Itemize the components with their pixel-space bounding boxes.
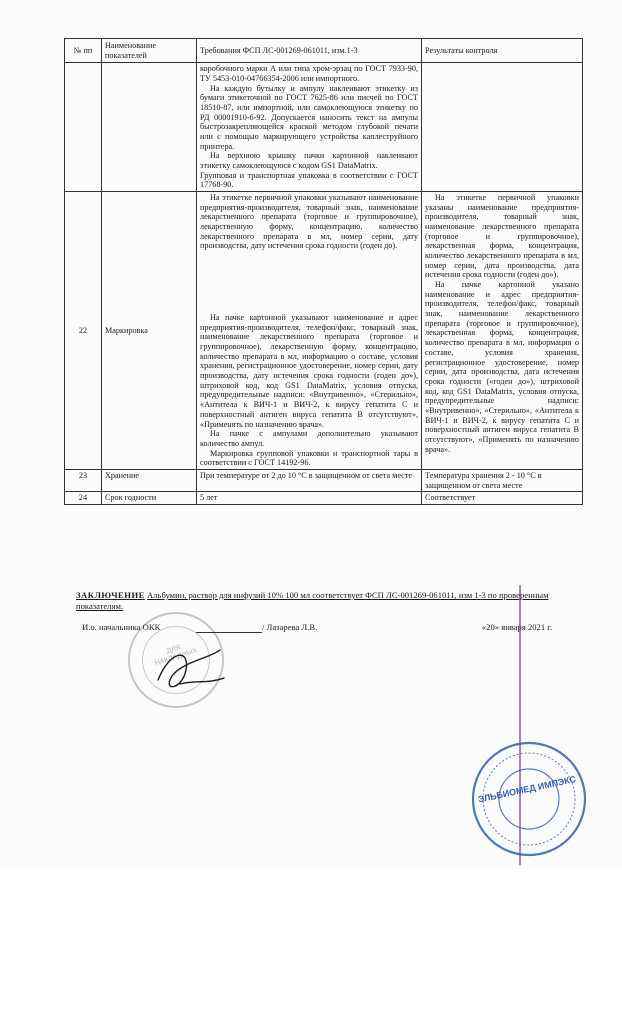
- header-number: № пп: [65, 39, 102, 63]
- conclusion-label: ЗАКЛЮЧЕНИЕ: [76, 590, 145, 600]
- row-indicator: Хранение: [102, 469, 197, 491]
- signature-date: «20» января 2021 г.: [481, 622, 552, 632]
- signer-name: / Лазарева Л.В.: [262, 622, 318, 632]
- table-row-23: [65, 469, 583, 491]
- continuation-requirements: коробочного марки А или типа хром-эрзац по ГОСТ 7933-90, ТУ 5453-010-04766354-2006 или импортного. На каждую бутылку и ампулу наклеивают этикетку из бумаги этикеточной по ГОСТ 7625-86 или писчей по ГОСТ 18510-87, или импортной, или самоклеющуюся этикетку по РД 00001910-6-92. Допускается наносить текст на ампулы быстрозакрепляющейся краской методом глубокой печати или с помощью маркирующего устройства каплеструйного принтера. На верхнюю крышку пачки картонной наклеивают этикетку самоклеющуюся с кодом GS1 DataMatrix. Групповая и транспортная упаковка в соответствии с ГОСТ 17768-90.: [197, 63, 422, 192]
- signer-position: И.о. начальника ОКК: [82, 622, 161, 632]
- row-results: На этикетке первичной упаковки указаны наименование предприятия-производителя, товарный знак, наименование лекарственного препарата (торговое и группировочное), лекарственная форма, концентрация, количество лекарственного препарата в мл, номер серии, дата производства, дата истечения срока годности (годен до»). На пачке картонной указано наименование и адрес предприятия-производителя, телефон/факс, товарный знак, наименование лекарственного препарата (торговое и группировочное), лекарственная форма, концентрация, количество препарата в мл, информация о составе, условия хранения, регистрационное удостоверение, номер серии, дата производства, дата истечения срока годности («годен до»), штриховой код, код GS1 DataMatrix, условия отпуска, предупредительные надписи: «Внутривенно», «Стерильно», «Антитела к ВИЧ-1 и ВИЧ-2, к вирусу гепатита С и поверхностный антиген вируса гепатита В отсутствуют», «Применять по назначению врача».: [422, 192, 583, 470]
- table-row-24: [65, 492, 583, 505]
- round-stamp-text: ДЛЯ НАКЛАДНЫХ: [154, 644, 199, 668]
- row-results: Температура хранения 2 - 10 °С в защищенном от света месте: [422, 469, 583, 491]
- header-results: Результаты контроля: [422, 39, 583, 63]
- conclusion: [76, 590, 556, 612]
- row-requirements: На этикетке первичной упаковки указывают наименование предприятия-производителя, товарный знак, наименование лекарственного препарата (торговое и группировочное), лекарственную форму, концентрацию, количество лекарственного препарата в мл, номер серии, дату производства, дату истечения срока годности (годен до). На пачке картонной указывают наименование и адрес предприятия-производителя, телефон/факс, товарный знак, наименование лекарственного препарата (торговое и группировочное), лекарственную форму, концентрацию, количество препарата в мл, информацию о составе, условия хранения, регистрационное удостоверение, номер серии, дату производства, дату истечения срока годности (годен до»), штриховой код, код GS1 DataMatrix, условия отпуска, предупредительные надписи: «Внутривенно», «Стерильно», «Антитела к ВИЧ-1 и ВИЧ-2, к вирусу гепатита С и поверхностный антиген вируса гепатита В отсутствуют», «Применять по назначению врача». На пачке с ампулами дополнительно указывают количество ампул. Маркировка групповой упаковки и транспортной тары в соответствии с ГОСТ 14192-96.: [197, 192, 422, 470]
- table-row-22: [65, 192, 583, 470]
- signature-line: [196, 632, 262, 633]
- table-header-row: [65, 39, 583, 63]
- row-requirements: При температуре от 2 до 10 °С в защищенном от света месте: [197, 469, 422, 491]
- header-indicator: Наименование показателей: [102, 39, 197, 63]
- row-indicator: Маркировка: [102, 192, 197, 470]
- company-seal: [470, 740, 588, 858]
- row-number: 22: [65, 192, 102, 470]
- row-number: 23: [65, 469, 102, 491]
- conclusion-text: Альбумин, раствор для инфузий 10% 100 мл соответствует ФСП ЛС-001269-061011, изм 1-3 по проверенным показателям.: [76, 590, 549, 612]
- quality-control-table: [64, 38, 583, 505]
- header-requirements: Требования ФСП ЛС-001269-061011, изм.1-3: [197, 39, 422, 63]
- seal-text: ЭЛЬБИОМЕД ИМПЭКС: [477, 773, 577, 805]
- row-results: Соответствует: [422, 492, 583, 505]
- row-number: 24: [65, 492, 102, 505]
- row-indicator: Срок годности: [102, 492, 197, 505]
- table-row-continuation: [65, 63, 583, 192]
- row-requirements: 5 лет: [197, 492, 422, 505]
- handwritten-signature: [150, 640, 230, 700]
